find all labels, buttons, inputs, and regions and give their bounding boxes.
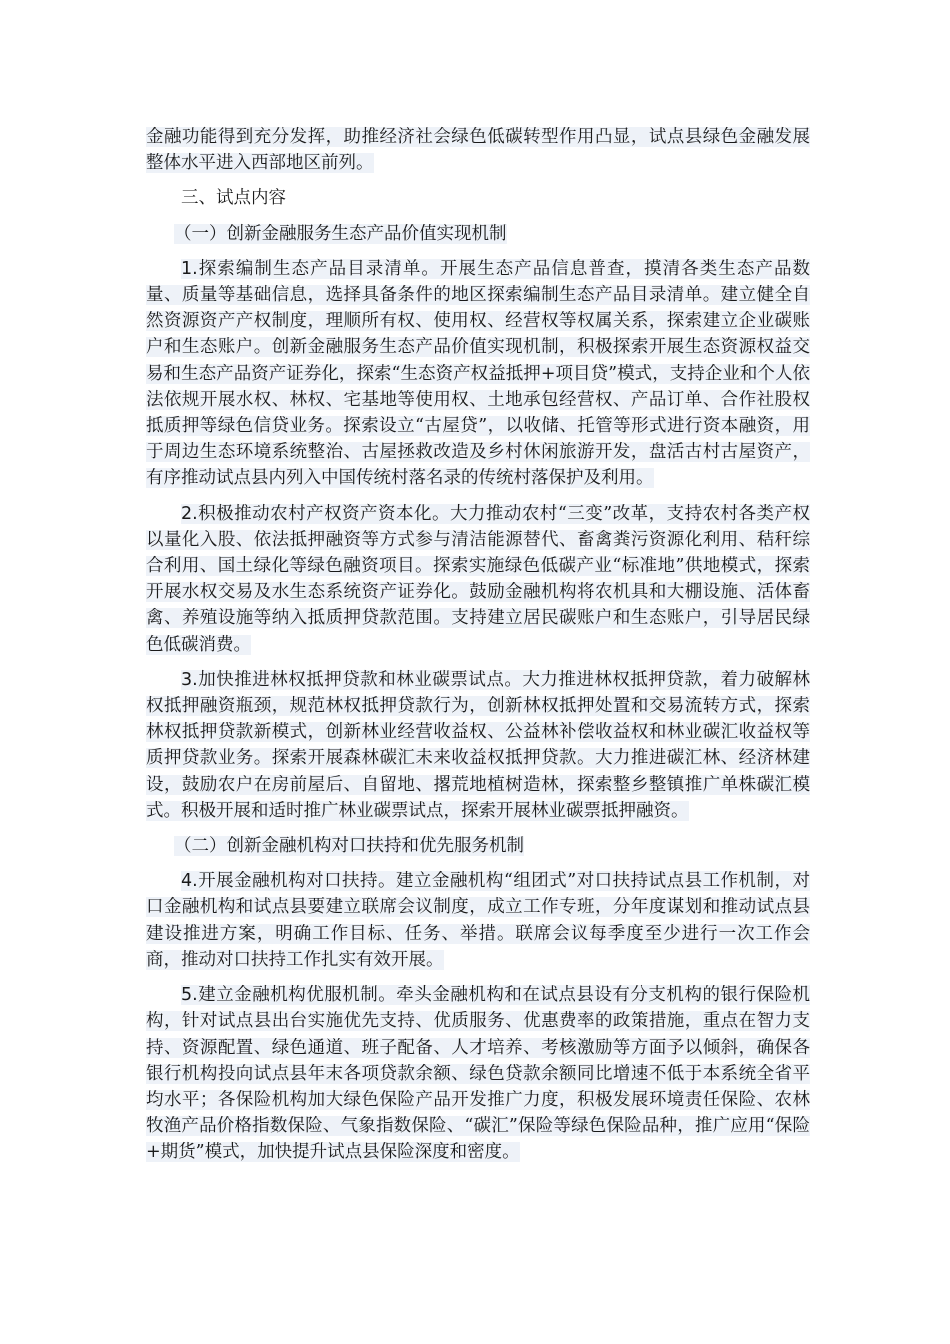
list-item-3-text: 加快推进林权抵押贷款和林业碳票试点。大力推进林权抵押贷款，着力破解林权抵押融资瓶颈，规范林权抵押贷款行为，创新林权抵押处置和交易流转方式，探索林权抵押贷款新模式，创新林业经营收益权、公益林补偿收益权和林业碳汇收益权等质押贷款业务。探索开展森林碳汇未来收益权抵押贷款。大力推进碳汇林、经济林建设，鼓励农户在房前屋后、自留地、撂荒地植树造林，探索整乡整镇推广单株碳汇模式。积极开展和适时推广林业碳票试点，探索开展林业碳票抵押融资。 [146, 669, 810, 821]
list-item-2-number: 2. [181, 503, 198, 524]
subsection-heading-2 [146, 833, 810, 859]
subsection-heading-2-text: （二）创新金融机构对口扶持和优先服务机制 [174, 836, 524, 857]
list-item-2-text: 积极推动农村产权资产资本化。大力推动农村“三变”改革，支持农村各类产权以量化入股、依法抵押融资等方式参与清洁能源替代、畜禽粪污资源化利用、秸秆综合利用、国土绿化等绿色融资项目。探索实施绿色低碳产业“标准地”供地模式，探索开展水权交易及水生态系统资产证券化。鼓励金融机构将农机具和大棚设施、活体畜禽、养殖设施等纳入抵质押贷款范围。支持建立居民碳账户和生态账户，引导居民绿色低碳消费。 [146, 503, 810, 655]
list-item-4-number: 4. [181, 871, 198, 892]
list-item-4 [146, 868, 810, 973]
paragraph-intro [146, 124, 810, 176]
list-item-2 [146, 501, 810, 658]
subsection-heading-1-text: （一）创新金融服务生态产品价值实现机制 [174, 223, 507, 244]
list-item-1 [146, 256, 810, 492]
list-item-1-body [146, 259, 810, 489]
list-item-3 [146, 667, 810, 824]
list-item-5 [146, 982, 810, 1165]
list-item-5-body [146, 985, 810, 1162]
list-item-2-body [146, 504, 810, 655]
list-item-5-number: 5. [181, 985, 198, 1006]
list-item-3-number: 3. [181, 669, 198, 690]
list-item-1-number: 1. [181, 258, 198, 279]
list-item-5-text: 建立金融机构优服机制。牵头金融机构和在试点县设有分支机构的银行保险机构，针对试点县出台实施优先支持、优质服务、优惠费率的政策措施，重点在智力支持、资源配置、绿色通道、班子配备、人才培养、考核激励等方面予以倾斜，确保各银行机构投向试点县年末各项贷款余额、绿色贷款余额同比增速不低于本系统全省平均水平；各保险机构加大绿色保险产品开发推广力度，积极发展环境责任保险、农林牧渔产品价格指数保险、气象指数保险、“碳汇”保险等绿色保险品种，推广应用“保险+期货”模式，加快提升试点县保险深度和密度。 [146, 985, 810, 1163]
list-item-1-text: 探索编制生态产品目录清单。开展生态产品信息普查，摸清各类生态产品数量、质量等基础信息，选择具备条件的地区探索编制生态产品目录清单。建立健全自然资源资产产权制度，理顺所有权、使用权、经营权等权属关系，探索建立企业碳账户和生态账户。创新金融服务生态产品价值实现机制，积极探索开展生态资源权益交易和生态产品资产证券化，探索“生态资产权益抵押+项目贷”模式，支持企业和个人依法依规开展水权、林权、宅基地等使用权、土地承包经营权、产品订单、合作社股权抵质押等绿色信贷业务。探索设立“古屋贷”，以收储、托管等形式进行资本融资，用于周边生态环境系统整治、古屋拯救改造及乡村休闲旅游开发，盘活古村古屋资产，有序推动试点县内列入中国传统村落名录的传统村落保护及利用。 [146, 258, 810, 489]
list-item-4-text: 开展金融机构对口扶持。建立金融机构“组团式”对口扶持试点县工作机制，对口金融机构和试点县要建立联席会议制度，成立工作专班，分年度谋划和推动试点县建设推进方案，明确工作目标、任务、举措。联席会议每季度至少进行一次工作会商，推动对口扶持工作扎实有效开展。 [146, 871, 810, 970]
paragraph-intro-text: 金融功能得到充分发挥，助推经济社会绿色低碳转型作用凸显，试点县绿色金融发展整体水平进入西部地区前列。 [146, 127, 810, 174]
list-item-4-body [146, 871, 810, 970]
section-heading-trial-content: 三、试点内容 [181, 188, 286, 209]
document-page [146, 124, 810, 1175]
list-item-3-body [146, 670, 810, 821]
subsection-heading-1 [146, 221, 810, 247]
